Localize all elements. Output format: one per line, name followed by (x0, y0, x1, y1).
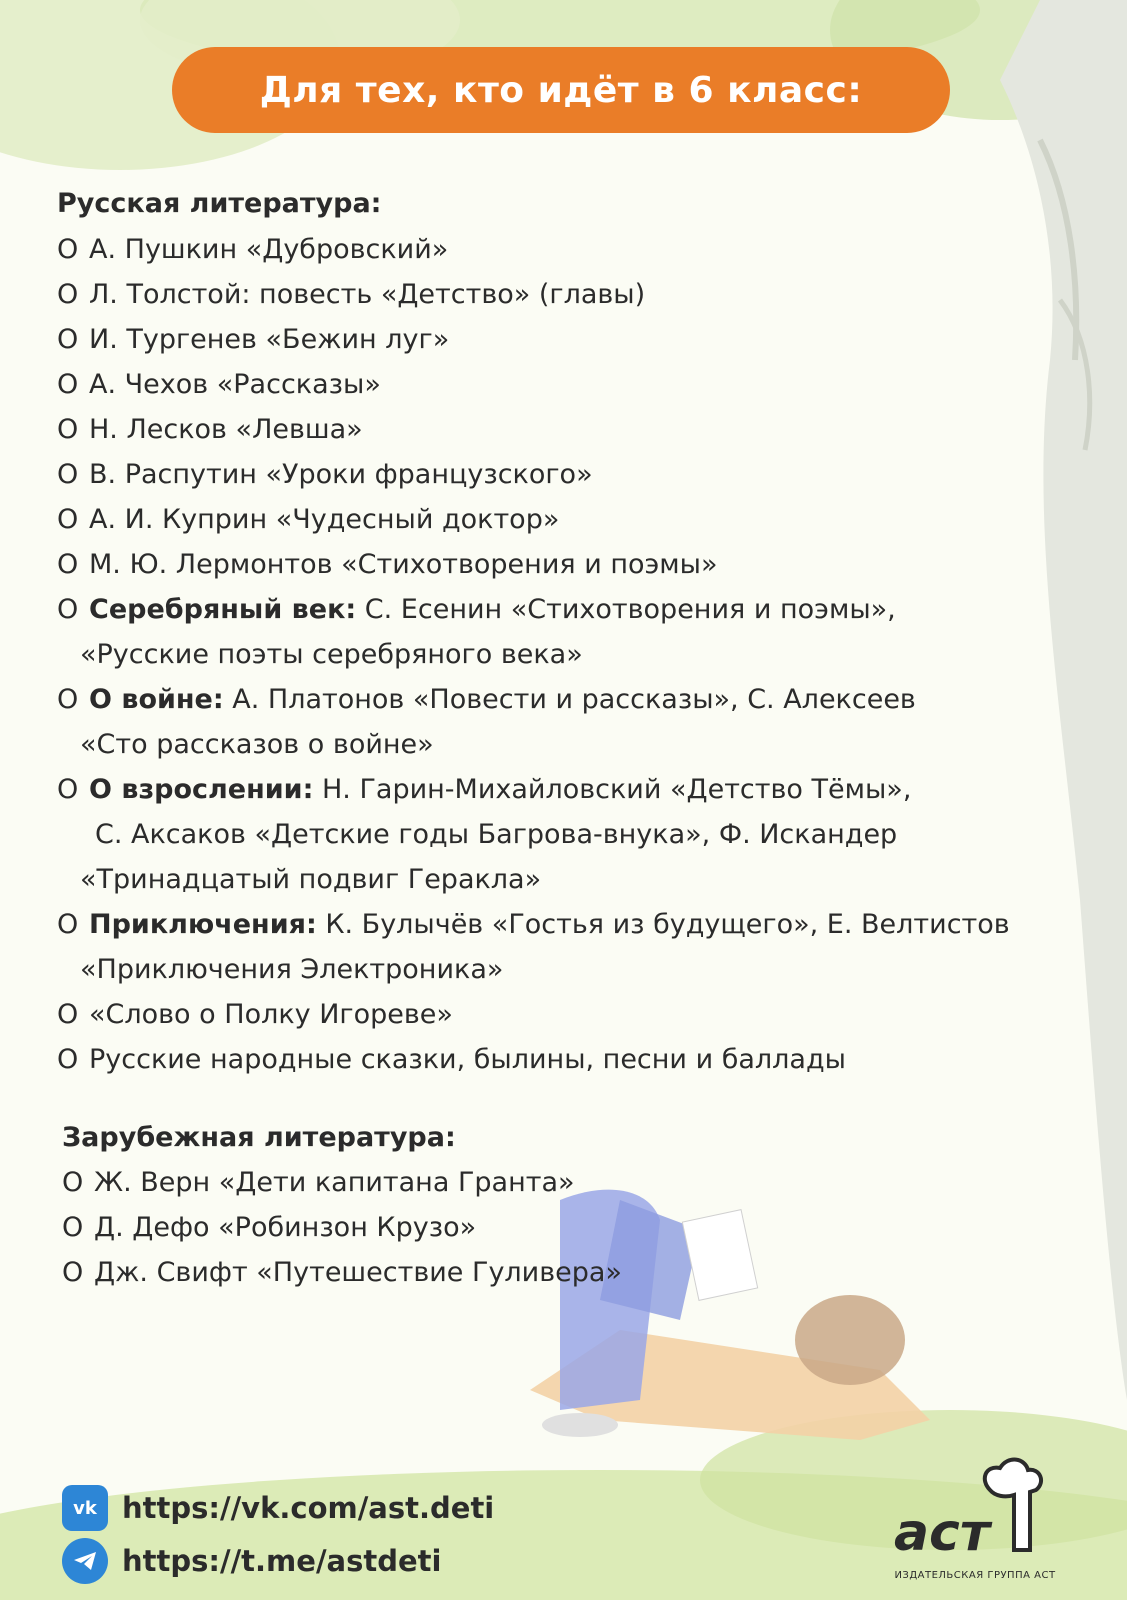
list-item: O Д. Дефо «Робинзон Крузо» (62, 1205, 476, 1250)
page-title: Для тех, кто идёт в 6 класс: (259, 69, 863, 111)
list-item: O Русские народные сказки, былины, песни и баллады (57, 1037, 846, 1082)
list-item-continuation: «Приключения Электроника» (80, 954, 504, 985)
bullet: O (62, 1167, 84, 1198)
ast-logo (880, 1450, 1070, 1590)
list-item: O А. И. Куприн «Чудесный доктор» (57, 497, 559, 542)
list-item: O И. Тургенев «Бежин луг» (57, 317, 449, 362)
vk-icon (62, 1485, 108, 1531)
vk-link[interactable]: https://vk.com/ast.deti (122, 1491, 495, 1525)
list-item: O Ж. Верн «Дети капитана Гранта» (62, 1160, 575, 1205)
telegram-link-row[interactable] (62, 1538, 441, 1584)
bullet: O (62, 1212, 84, 1243)
foreign-literature-heading: Зарубежная литература: (62, 1122, 456, 1153)
list-item: O Л. Толстой: повесть «Детство» (главы) (57, 272, 645, 317)
bullet: O (57, 504, 79, 535)
svg-text:vk: vk (73, 1498, 97, 1519)
bullet: O (57, 369, 79, 400)
list-item: O А. Чехов «Рассказы» (57, 362, 381, 407)
list-item: O В. Распутин «Уроки французского» (57, 452, 593, 497)
vk-link-row[interactable] (62, 1485, 494, 1531)
ast-logo-text: аст (893, 1503, 991, 1563)
title-banner (172, 47, 950, 133)
bullet: O (57, 459, 79, 490)
list-item: O Серебряный век: С. Есенин «Стихотворения и поэмы», (57, 587, 896, 632)
list-item: O Приключения: К. Булычёв «Гостья из будущего», Е. Велтистов (57, 902, 1010, 947)
list-item: O Н. Лесков «Левша» (57, 407, 363, 452)
ast-logo-caption: ИЗДАТЕЛЬСКАЯ ГРУППА АСТ (894, 1570, 1056, 1581)
reading-girl-illustration (530, 1190, 930, 1440)
list-item-continuation: «Русские поэты серебряного века» (80, 639, 583, 670)
bullet: O (57, 279, 79, 310)
bullet: O (57, 684, 79, 715)
bullet: O (57, 414, 79, 445)
list-item: O О войне: А. Платонов «Повести и рассказы», С. Алексеев (57, 677, 916, 722)
list-item: O «Слово о Полку Игореве» (57, 992, 453, 1037)
list-item: O О взрослении: Н. Гарин-Михайловский «Детство Тёмы», (57, 767, 911, 812)
bullet: O (57, 324, 79, 355)
bullet: O (57, 774, 79, 805)
bullet: O (57, 594, 79, 625)
telegram-icon (62, 1538, 108, 1584)
ast-logo-mark (880, 1450, 1070, 1570)
bullet: O (57, 909, 79, 940)
bullet: O (57, 234, 79, 265)
bullet: O (57, 1044, 79, 1075)
list-item-continuation: «Сто рассказов о войне» (80, 729, 434, 760)
bullet: O (62, 1257, 84, 1288)
list-item: O А. Пушкин «Дубровский» (57, 227, 448, 272)
bullet: O (57, 549, 79, 580)
list-item-continuation: С. Аксаков «Детские годы Багрова-внука», Ф. Искандер (95, 819, 898, 850)
list-item: O М. Ю. Лермонтов «Стихотворения и поэмы» (57, 542, 718, 587)
telegram-link[interactable]: https://t.me/astdeti (122, 1544, 442, 1578)
list-item-continuation: «Тринадцатый подвиг Геракла» (80, 864, 542, 895)
list-item: O Дж. Свифт «Путешествие Гуливера» (62, 1250, 622, 1295)
russian-literature-heading: Русская литература: (57, 188, 382, 219)
bullet: O (57, 999, 79, 1030)
